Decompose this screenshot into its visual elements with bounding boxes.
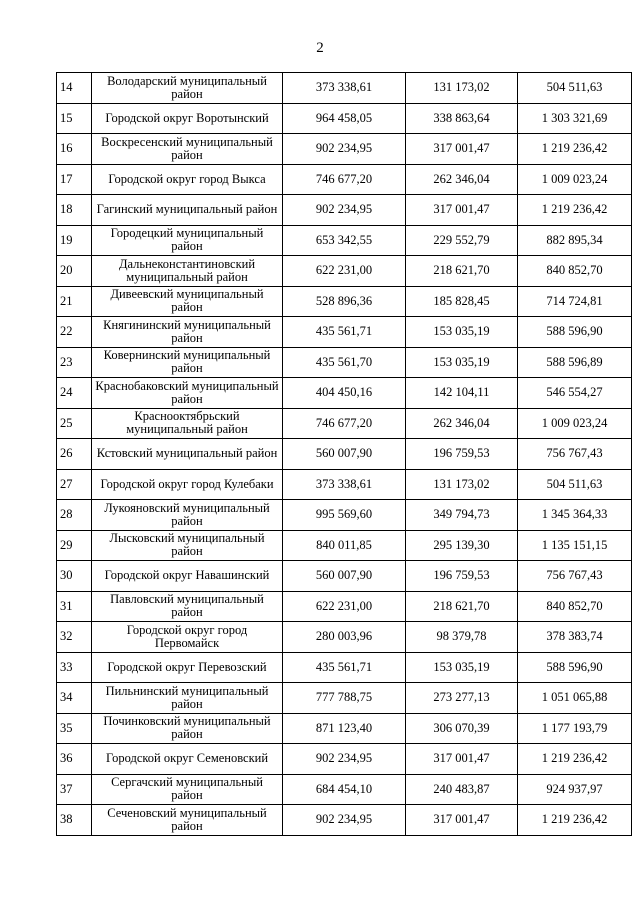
amount-col-2: 240 483,87 — [406, 774, 518, 805]
amount-col-1: 964 458,05 — [283, 103, 406, 134]
amount-col-2: 142 104,11 — [406, 378, 518, 409]
amount-total: 1 219 236,42 — [518, 134, 632, 165]
municipality-name: Лысковский муниципальный район — [92, 530, 283, 561]
amount-col-2: 153 035,19 — [406, 652, 518, 683]
row-number: 30 — [57, 561, 92, 592]
municipality-name: Дивеевский муниципальный район — [92, 286, 283, 317]
table-row — [57, 103, 632, 134]
row-number: 38 — [57, 805, 92, 836]
municipality-name: Городской округ Воротынский — [92, 103, 283, 134]
table-body — [57, 73, 632, 836]
amount-col-1: 373 338,61 — [283, 469, 406, 500]
amount-col-2: 98 379,78 — [406, 622, 518, 653]
amount-col-2: 131 173,02 — [406, 469, 518, 500]
amount-col-1: 528 896,36 — [283, 286, 406, 317]
row-number: 34 — [57, 683, 92, 714]
municipality-name: Починковский муниципальный район — [92, 713, 283, 744]
amount-total: 840 852,70 — [518, 256, 632, 287]
table-row — [57, 622, 632, 653]
municipality-name: Ковернинский муниципальный район — [92, 347, 283, 378]
amount-col-2: 196 759,53 — [406, 439, 518, 470]
amount-col-1: 684 454,10 — [283, 774, 406, 805]
row-number: 16 — [57, 134, 92, 165]
amount-col-1: 560 007,90 — [283, 561, 406, 592]
amount-col-2: 317 001,47 — [406, 195, 518, 226]
amount-total: 924 937,97 — [518, 774, 632, 805]
amount-col-2: 185 828,45 — [406, 286, 518, 317]
amount-total: 1 345 364,33 — [518, 500, 632, 531]
table-row — [57, 317, 632, 348]
row-number: 17 — [57, 164, 92, 195]
amount-total: 1 219 236,42 — [518, 744, 632, 775]
municipality-name: Пильнинский муниципальный район — [92, 683, 283, 714]
amount-col-2: 262 346,04 — [406, 408, 518, 439]
table-row — [57, 195, 632, 226]
amount-total: 588 596,90 — [518, 652, 632, 683]
amount-col-1: 373 338,61 — [283, 73, 406, 104]
table-row — [57, 744, 632, 775]
municipality-name: Городской округ Перевозский — [92, 652, 283, 683]
row-number: 23 — [57, 347, 92, 378]
row-number: 21 — [57, 286, 92, 317]
amount-col-1: 746 677,20 — [283, 408, 406, 439]
amount-total: 546 554,27 — [518, 378, 632, 409]
municipality-name: Городской округ город Первомайск — [92, 622, 283, 653]
municipality-name: Городской округ город Выкса — [92, 164, 283, 195]
amount-col-1: 653 342,55 — [283, 225, 406, 256]
table-row — [57, 774, 632, 805]
amount-total: 756 767,43 — [518, 439, 632, 470]
amount-col-2: 317 001,47 — [406, 134, 518, 165]
table-row — [57, 164, 632, 195]
table-row — [57, 73, 632, 104]
amount-col-2: 306 070,39 — [406, 713, 518, 744]
amount-total: 588 596,89 — [518, 347, 632, 378]
table-row — [57, 713, 632, 744]
table-row — [57, 805, 632, 836]
amount-total: 504 511,63 — [518, 469, 632, 500]
row-number: 29 — [57, 530, 92, 561]
amount-col-1: 746 677,20 — [283, 164, 406, 195]
row-number: 27 — [57, 469, 92, 500]
amount-col-1: 871 123,40 — [283, 713, 406, 744]
amount-col-2: 153 035,19 — [406, 347, 518, 378]
amount-col-1: 902 234,95 — [283, 805, 406, 836]
amount-col-1: 560 007,90 — [283, 439, 406, 470]
amount-col-2: 131 173,02 — [406, 73, 518, 104]
municipality-name: Гагинский муниципальный район — [92, 195, 283, 226]
municipality-name: Краснобаковский муниципальный район — [92, 378, 283, 409]
table-row — [57, 591, 632, 622]
amount-total: 1 135 151,15 — [518, 530, 632, 561]
amount-total: 1 051 065,88 — [518, 683, 632, 714]
municipality-name: Княгининский муниципальный район — [92, 317, 283, 348]
municipality-name: Кстовский муниципальный район — [92, 439, 283, 470]
amount-col-1: 995 569,60 — [283, 500, 406, 531]
amount-total: 756 767,43 — [518, 561, 632, 592]
row-number: 37 — [57, 774, 92, 805]
row-number: 19 — [57, 225, 92, 256]
allocation-table — [56, 72, 632, 836]
municipality-name: Сеченовский муниципальный район — [92, 805, 283, 836]
amount-col-1: 435 561,71 — [283, 317, 406, 348]
amount-total: 378 383,74 — [518, 622, 632, 653]
amount-total: 504 511,63 — [518, 73, 632, 104]
municipality-name: Сергачский муниципальный район — [92, 774, 283, 805]
amount-col-2: 317 001,47 — [406, 805, 518, 836]
municipality-name: Воскресенский муниципальный район — [92, 134, 283, 165]
row-number: 22 — [57, 317, 92, 348]
row-number: 20 — [57, 256, 92, 287]
row-number: 33 — [57, 652, 92, 683]
amount-total: 1 219 236,42 — [518, 195, 632, 226]
table-row — [57, 378, 632, 409]
amount-col-2: 317 001,47 — [406, 744, 518, 775]
row-number: 15 — [57, 103, 92, 134]
page-number: 2 — [316, 40, 324, 56]
amount-col-1: 902 234,95 — [283, 134, 406, 165]
amount-col-1: 622 231,00 — [283, 591, 406, 622]
amount-col-1: 840 011,85 — [283, 530, 406, 561]
amount-col-1: 777 788,75 — [283, 683, 406, 714]
table-row — [57, 256, 632, 287]
table-row — [57, 652, 632, 683]
amount-col-2: 273 277,13 — [406, 683, 518, 714]
amount-col-1: 435 561,71 — [283, 652, 406, 683]
amount-col-2: 262 346,04 — [406, 164, 518, 195]
table-row — [57, 347, 632, 378]
municipality-name: Городской округ Семеновский — [92, 744, 283, 775]
row-number: 14 — [57, 73, 92, 104]
amount-total: 714 724,81 — [518, 286, 632, 317]
table-row — [57, 225, 632, 256]
amount-total: 840 852,70 — [518, 591, 632, 622]
amount-col-1: 280 003,96 — [283, 622, 406, 653]
amount-col-1: 902 234,95 — [283, 744, 406, 775]
row-number: 24 — [57, 378, 92, 409]
row-number: 35 — [57, 713, 92, 744]
amount-total: 1 303 321,69 — [518, 103, 632, 134]
municipality-name: Городской округ город Кулебаки — [92, 469, 283, 500]
amount-total: 882 895,34 — [518, 225, 632, 256]
row-number: 18 — [57, 195, 92, 226]
row-number: 26 — [57, 439, 92, 470]
municipality-name: Павловский муниципальный район — [92, 591, 283, 622]
table-row — [57, 683, 632, 714]
amount-total: 588 596,90 — [518, 317, 632, 348]
row-number: 36 — [57, 744, 92, 775]
amount-col-2: 153 035,19 — [406, 317, 518, 348]
municipality-name: Городецкий муниципальный район — [92, 225, 283, 256]
amount-col-1: 622 231,00 — [283, 256, 406, 287]
amount-col-2: 196 759,53 — [406, 561, 518, 592]
table-row — [57, 408, 632, 439]
amount-col-2: 349 794,73 — [406, 500, 518, 531]
amount-col-2: 218 621,70 — [406, 256, 518, 287]
municipality-name: Краснооктябрьский муниципальный район — [92, 408, 283, 439]
amount-col-2: 229 552,79 — [406, 225, 518, 256]
table-row — [57, 439, 632, 470]
municipality-name: Лукояновский муниципальный район — [92, 500, 283, 531]
amount-col-1: 404 450,16 — [283, 378, 406, 409]
table-row — [57, 530, 632, 561]
table-row — [57, 500, 632, 531]
amount-total: 1 219 236,42 — [518, 805, 632, 836]
row-number: 32 — [57, 622, 92, 653]
amount-col-1: 435 561,70 — [283, 347, 406, 378]
amount-col-2: 295 139,30 — [406, 530, 518, 561]
table-row — [57, 134, 632, 165]
municipality-name: Дальнеконстантиновский муниципальный район — [92, 256, 283, 287]
table-row — [57, 561, 632, 592]
amount-col-2: 218 621,70 — [406, 591, 518, 622]
amount-col-1: 902 234,95 — [283, 195, 406, 226]
table-row — [57, 286, 632, 317]
amount-total: 1 009 023,24 — [518, 164, 632, 195]
municipality-name: Володарский муниципальный район — [92, 73, 283, 104]
municipality-name: Городской округ Навашинский — [92, 561, 283, 592]
row-number: 28 — [57, 500, 92, 531]
amount-total: 1 009 023,24 — [518, 408, 632, 439]
row-number: 31 — [57, 591, 92, 622]
amount-total: 1 177 193,79 — [518, 713, 632, 744]
row-number: 25 — [57, 408, 92, 439]
table-row — [57, 469, 632, 500]
amount-col-2: 338 863,64 — [406, 103, 518, 134]
